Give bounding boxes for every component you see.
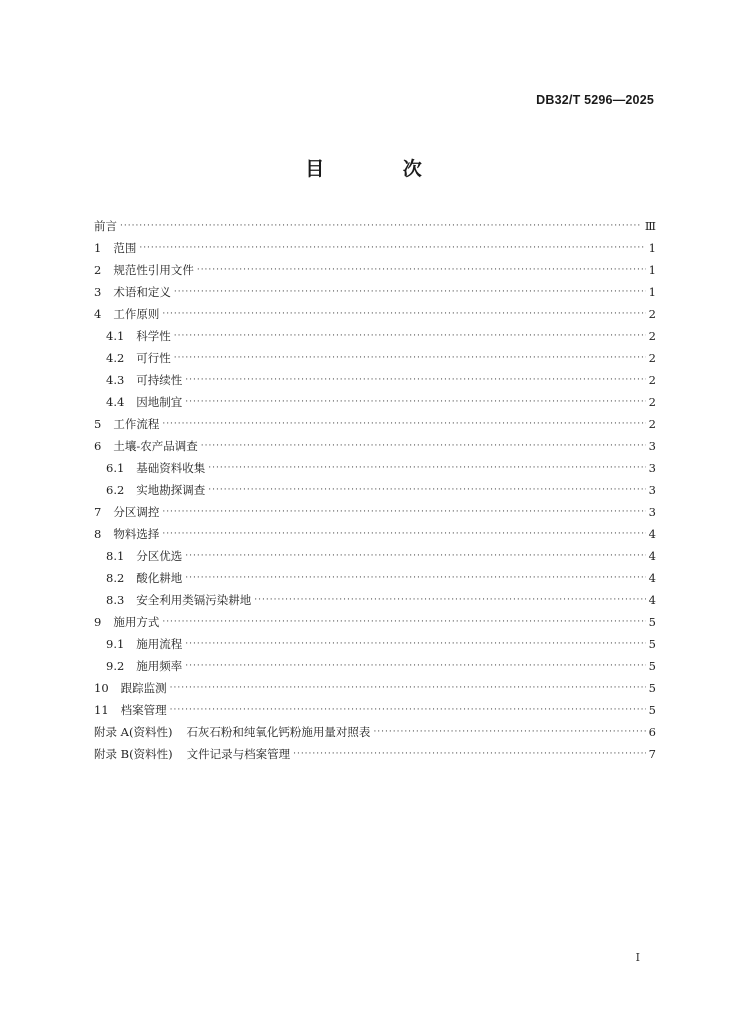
toc-entry[interactable] bbox=[94, 281, 656, 303]
toc-entry-label: 酸化耕地 bbox=[136, 571, 183, 585]
dot-leader bbox=[185, 369, 645, 391]
toc-entry-number: 6.1 bbox=[106, 461, 125, 475]
toc-entry[interactable] bbox=[94, 589, 656, 611]
toc-entry-number: 7 bbox=[94, 505, 102, 519]
dot-leader bbox=[174, 325, 646, 347]
toc-entry-page: 3 bbox=[648, 439, 656, 453]
dot-leader bbox=[201, 435, 646, 457]
toc-entry-page: 5 bbox=[648, 659, 656, 673]
dot-leader bbox=[185, 655, 645, 677]
toc-entry-page: 3 bbox=[648, 461, 656, 475]
dot-leader bbox=[197, 259, 646, 281]
toc-entry-label: 工作原则 bbox=[113, 307, 160, 321]
toc-entry[interactable] bbox=[94, 677, 656, 699]
toc-entry-label: 可持续性 bbox=[136, 373, 183, 387]
toc-entry-label: 因地制宜 bbox=[136, 395, 183, 409]
toc-entry[interactable] bbox=[94, 347, 656, 369]
toc-entry-number: 4.3 bbox=[106, 373, 125, 387]
toc-entry-number: 8.2 bbox=[106, 571, 125, 585]
toc-entry-number: 9 bbox=[94, 615, 102, 629]
toc-entry-label: 档案管理 bbox=[120, 703, 167, 717]
toc-entry[interactable] bbox=[94, 303, 656, 325]
toc-entry[interactable] bbox=[94, 567, 656, 589]
toc-entry-label: 文件记录与档案管理 bbox=[186, 747, 291, 761]
toc-entry-label: 安全利用类镉污染耕地 bbox=[136, 593, 252, 607]
page-number: I bbox=[635, 951, 640, 964]
toc-entry-label: 施用流程 bbox=[136, 637, 183, 651]
toc-entry[interactable] bbox=[94, 611, 656, 633]
toc-entry-number: 6.2 bbox=[106, 483, 125, 497]
toc-entry-page: 5 bbox=[648, 681, 656, 695]
toc-entry-number: 5 bbox=[94, 417, 102, 431]
dot-leader bbox=[162, 523, 645, 545]
toc-entry[interactable] bbox=[94, 523, 656, 545]
dot-leader bbox=[170, 677, 646, 699]
table-of-contents bbox=[94, 215, 656, 765]
toc-entry-page: 4 bbox=[648, 593, 656, 607]
toc-entry-number: 1 bbox=[94, 241, 102, 255]
toc-entry-page: 2 bbox=[648, 329, 656, 343]
toc-entry-label: 跟踪监测 bbox=[120, 681, 167, 695]
toc-entry-label: 基础资料收集 bbox=[136, 461, 206, 475]
page-title: 目 次 bbox=[305, 158, 458, 180]
toc-entry[interactable] bbox=[94, 435, 656, 457]
dot-leader bbox=[162, 611, 645, 633]
toc-entry-number: 附录 A(资料性) bbox=[94, 725, 173, 739]
toc-entry-page: 2 bbox=[648, 307, 656, 321]
dot-leader bbox=[170, 699, 646, 721]
standard-code: DB32/T 5296—2025 bbox=[536, 93, 654, 107]
dot-leader bbox=[373, 721, 645, 743]
toc-entry[interactable] bbox=[94, 655, 656, 677]
toc-entry-label: 施用方式 bbox=[113, 615, 160, 629]
toc-entry-page: 4 bbox=[648, 549, 656, 563]
toc-entry-label: 可行性 bbox=[136, 351, 171, 365]
toc-entry[interactable] bbox=[94, 391, 656, 413]
toc-entry-number: 附录 B(资料性) bbox=[94, 747, 173, 761]
toc-entry-label: 范围 bbox=[113, 241, 137, 255]
dot-leader bbox=[162, 413, 645, 435]
dot-leader bbox=[208, 457, 645, 479]
toc-entry-page: 6 bbox=[648, 725, 656, 739]
toc-entry-number: 4.4 bbox=[106, 395, 125, 409]
dot-leader bbox=[185, 545, 645, 567]
toc-entry[interactable] bbox=[94, 479, 656, 501]
toc-entry[interactable] bbox=[94, 699, 656, 721]
toc-entry-label: 分区调控 bbox=[113, 505, 160, 519]
toc-entry[interactable] bbox=[94, 413, 656, 435]
toc-entry-page: 5 bbox=[648, 637, 656, 651]
toc-entry-number: 2 bbox=[94, 263, 102, 277]
toc-entry[interactable] bbox=[94, 215, 656, 237]
toc-entry-number: 9.1 bbox=[106, 637, 125, 651]
toc-entry-number: 8 bbox=[94, 527, 102, 541]
toc-entry-number: 10 bbox=[94, 681, 109, 695]
toc-entry-number: 3 bbox=[94, 285, 102, 299]
toc-entry[interactable] bbox=[94, 369, 656, 391]
toc-entry-label: 实地勘探调查 bbox=[136, 483, 206, 497]
toc-entry-page: 2 bbox=[648, 373, 656, 387]
toc-entry[interactable] bbox=[94, 545, 656, 567]
toc-entry-label: 术语和定义 bbox=[113, 285, 171, 299]
toc-entry-page: 3 bbox=[648, 483, 656, 497]
toc-entry-page: 1 bbox=[648, 263, 656, 277]
toc-entry-label: 工作流程 bbox=[113, 417, 160, 431]
toc-entry-label: 土壤-农产品调查 bbox=[113, 439, 198, 453]
toc-entry-label: 分区优选 bbox=[136, 549, 183, 563]
toc-entry-page: 4 bbox=[648, 571, 656, 585]
toc-entry-label: 前言 bbox=[94, 219, 117, 233]
toc-entry[interactable] bbox=[94, 501, 656, 523]
dot-leader bbox=[185, 567, 645, 589]
toc-entry-number: 8.3 bbox=[106, 593, 125, 607]
toc-entry-number: 11 bbox=[94, 703, 109, 717]
toc-entry-number: 4 bbox=[94, 307, 102, 321]
toc-entry[interactable] bbox=[94, 259, 656, 281]
toc-entry-label: 石灰石粉和纯氧化钙粉施用量对照表 bbox=[186, 725, 371, 739]
dot-leader bbox=[293, 743, 646, 765]
dot-leader bbox=[185, 391, 645, 413]
dot-leader bbox=[185, 633, 645, 655]
dot-leader bbox=[254, 589, 645, 611]
dot-leader bbox=[162, 501, 645, 523]
toc-entry-page: Ⅲ bbox=[644, 219, 656, 233]
toc-entry[interactable] bbox=[94, 237, 656, 259]
toc-entry[interactable] bbox=[94, 457, 656, 479]
toc-entry[interactable] bbox=[94, 633, 656, 655]
toc-entry-label: 施用频率 bbox=[136, 659, 183, 673]
toc-entry-number: 6 bbox=[94, 439, 102, 453]
toc-entry-label: 物料选择 bbox=[113, 527, 160, 541]
toc-entry-page: 4 bbox=[648, 527, 656, 541]
toc-entry-label: 科学性 bbox=[136, 329, 171, 343]
dot-leader bbox=[174, 347, 646, 369]
toc-entry-number: 4.1 bbox=[106, 329, 125, 343]
toc-entry-page: 1 bbox=[648, 285, 656, 299]
toc-entry-page: 5 bbox=[648, 615, 656, 629]
toc-entry[interactable] bbox=[94, 721, 656, 743]
toc-entry-page: 3 bbox=[648, 505, 656, 519]
toc-entry-page: 5 bbox=[648, 703, 656, 717]
dot-leader bbox=[162, 303, 645, 325]
toc-entry-label: 规范性引用文件 bbox=[113, 263, 194, 277]
toc-entry-number: 4.2 bbox=[106, 351, 125, 365]
dot-leader bbox=[120, 215, 642, 237]
toc-entry-number: 8.1 bbox=[106, 549, 125, 563]
toc-entry-page: 1 bbox=[648, 241, 656, 255]
toc-entry[interactable] bbox=[94, 325, 656, 347]
dot-leader bbox=[174, 281, 646, 303]
toc-entry-number: 9.2 bbox=[106, 659, 125, 673]
dot-leader bbox=[139, 237, 645, 259]
dot-leader bbox=[208, 479, 645, 501]
toc-entry[interactable] bbox=[94, 743, 656, 765]
toc-entry-page: 2 bbox=[648, 417, 656, 431]
toc-entry-page: 2 bbox=[648, 395, 656, 409]
toc-entry-page: 2 bbox=[648, 351, 656, 365]
toc-entry-page: 7 bbox=[648, 747, 656, 761]
